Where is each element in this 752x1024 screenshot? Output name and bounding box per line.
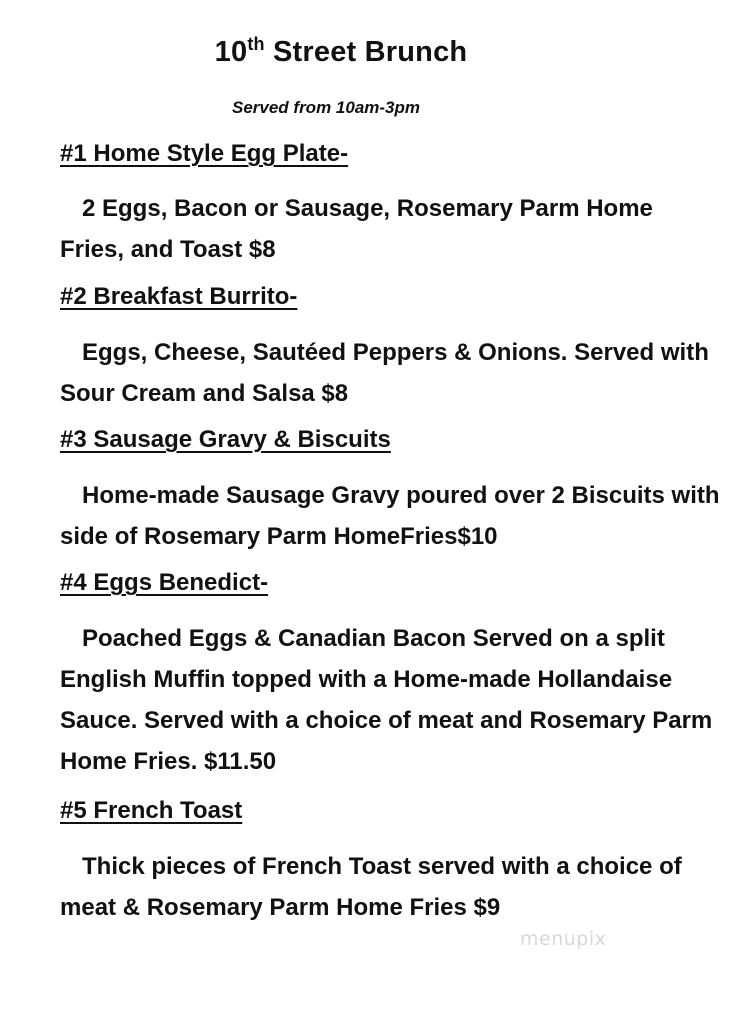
item-3-description: Home-made Sausage Gravy poured over 2 Biscuits with side of Rosemary Parm HomeFries$10 bbox=[60, 482, 720, 550]
menu-title bbox=[0, 36, 682, 69]
served-hours: Served from 10am-3pm bbox=[231, 98, 421, 117]
item-4-description: Poached Eggs & Canadian Bacon Served on a split English Muffin topped with a Home-made Hollandaise Sauce. Served with a choice of meat and Rosemary Parm Home Fries. $11.50 bbox=[60, 625, 713, 775]
title-text: Street Brunch bbox=[264, 36, 468, 68]
title-superscript: th bbox=[247, 34, 265, 54]
item-1-description: 2 Eggs, Bacon or Sausage, Rosemary Parm Home Fries, and Toast $8 bbox=[60, 195, 653, 263]
item-5-description: Thick pieces of French Toast served with a choice of meat & Rosemary Parm Home Fries $9 bbox=[60, 853, 682, 921]
item-2-heading: #2 Breakfast Burrito- bbox=[60, 283, 298, 310]
item-5-heading: #5 French Toast bbox=[60, 797, 243, 824]
item-1-heading: #1 Home Style Egg Plate- bbox=[60, 140, 349, 167]
menupix-watermark: menupix bbox=[520, 928, 607, 950]
item-2-description: Eggs, Cheese, Sautéed Peppers & Onions. Served with Sour Cream and Salsa $8 bbox=[60, 339, 709, 407]
item-4-heading: #4 Eggs Benedict- bbox=[60, 569, 269, 596]
title-number: 10 bbox=[214, 36, 248, 68]
item-3-heading: #3 Sausage Gravy & Biscuits bbox=[60, 426, 391, 453]
